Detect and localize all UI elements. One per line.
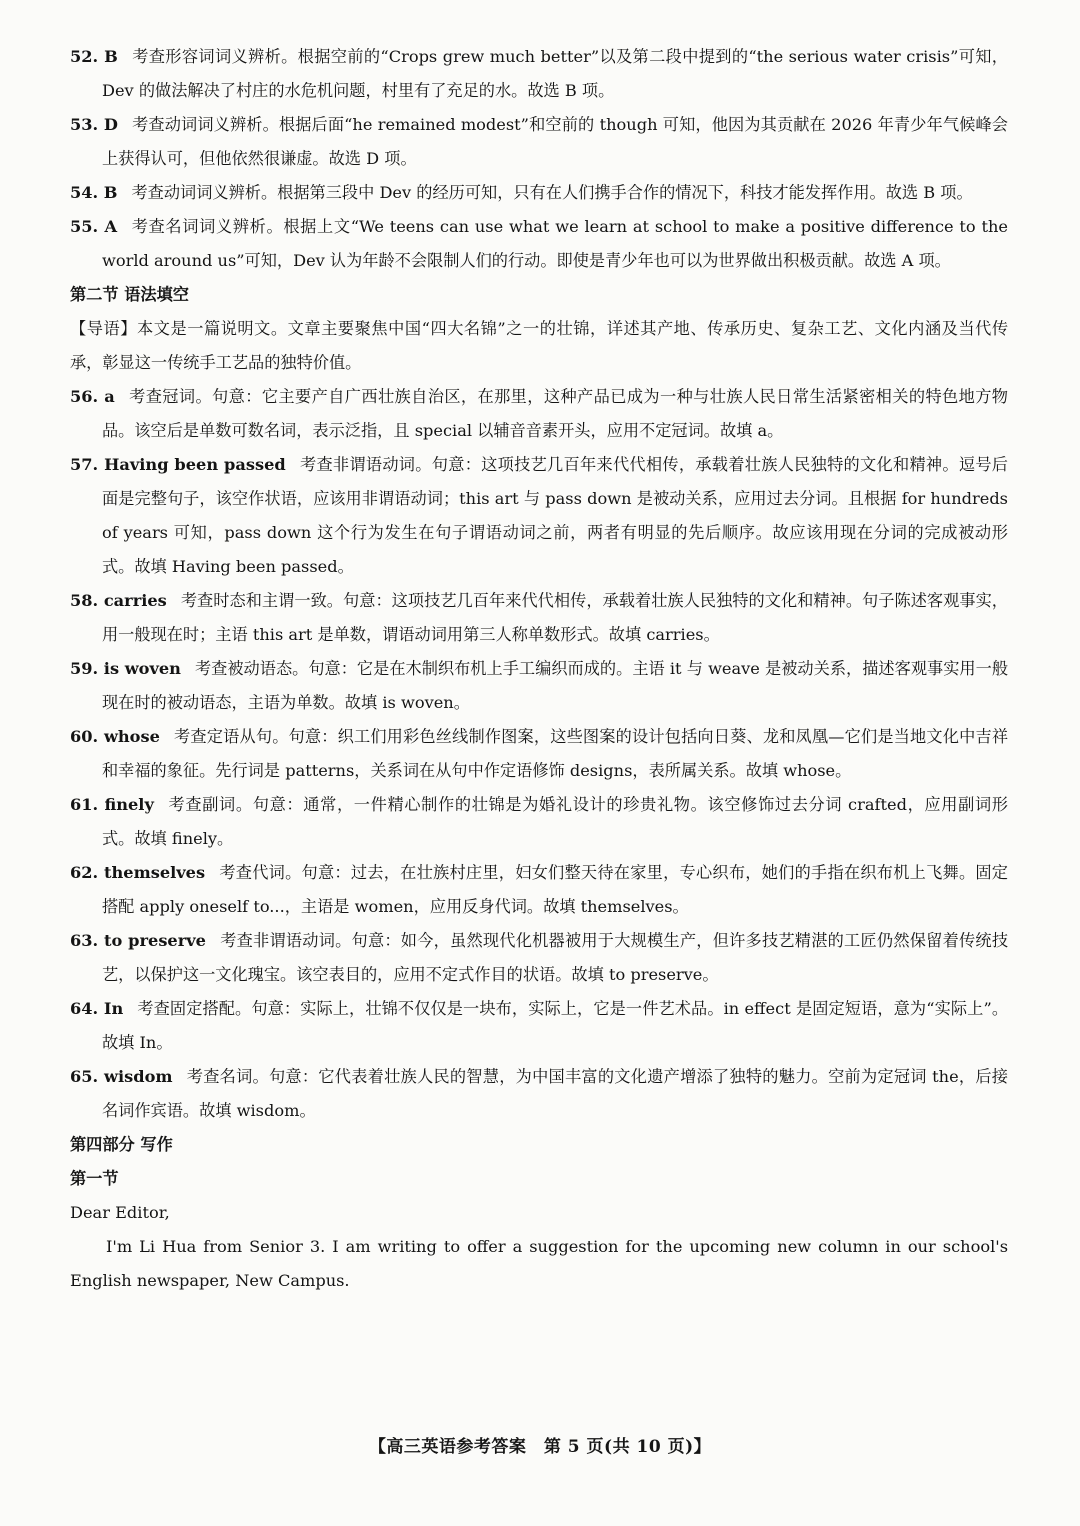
guide-paragraph: 【导语】本文是一篇说明文。文章主要聚焦中国“四大名锦”之一的壮锦，详述其产地、传承历史、复杂工艺、文化内涵及当代传承，彰显这一传统手工艺品的独特价值。	[70, 319, 1008, 372]
answer-number: 60. whose	[70, 727, 160, 746]
answer-explanation: 考查副词。句意：通常，一件精心制作的壮锦是为婚礼设计的珍贵礼物。该空修饰过去分词 crafted，应用副词形式。故填 finely。	[102, 795, 1008, 848]
section-1-title: 第一节	[70, 1169, 119, 1188]
page-footer: 【高三英语参考答案 第 5 页(共 10 页)】	[368, 1437, 712, 1457]
answer-number: 57. Having been passed	[70, 455, 286, 474]
answer-item-63	[70, 924, 1008, 992]
answer-item-59	[70, 652, 1008, 720]
answer-item-52	[70, 40, 1008, 108]
answer-explanation: 考查冠词。句意：它主要产自广西壮族自治区，在那里，这种产品已成为一种与壮族人民日常生活紧密相关的特色地方物品。该空后是单数可数名词，表示泛指，且 special 以辅音音素开头，应用不定冠词。故填 a。	[102, 387, 1008, 440]
answer-explanation: 考查动词词义辨析。根据第三段中 Dev 的经历可知，只有在人们携手合作的情况下，科技才能发挥作用。故选 B 项。	[131, 183, 973, 202]
part-4-title: 第四部分 写作	[70, 1135, 173, 1154]
answer-number: 61. finely	[70, 795, 154, 814]
answer-item-56	[70, 380, 1008, 448]
answer-explanation: 考查名词词义辨析。根据上文“We teens can use what we learn at school to make a positive difference to the world around us”可知，Dev 认为年龄不会限制人们的行动。即使是青少年也可以为世界做出积极贡献。故选 A 项。	[102, 217, 1008, 270]
answer-number: 56. a	[70, 387, 115, 406]
answer-explanation: 考查代词。句意：过去，在壮族村庄里，妇女们整天待在家里，专心织布，她们的手指在织布机上飞舞。固定搭配 apply oneself to...，主语是 women，应用反身代词。故填 themselves。	[102, 863, 1008, 916]
answer-explanation: 考查形容词词义辨析。根据空前的“Crops grew much better”以及第二段中提到的“the serious water crisis”可知，Dev 的做法解决了村庄的水危机问题，村里有了充足的水。故选 B 项。	[102, 47, 1008, 100]
answer-item-57	[70, 448, 1008, 584]
answer-number: 52. B	[70, 47, 118, 66]
answer-explanation: 考查固定搭配。句意：实际上，壮锦不仅仅是一块布，实际上，它是一件艺术品。in effect 是固定短语，意为“实际上”。故填 In。	[102, 999, 1009, 1052]
answer-number: 53. D	[70, 115, 118, 134]
answer-explanation: 考查非谓语动词。句意：如今，虽然现代化机器被用于大规模生产，但许多技艺精湛的工匠仍然保留着传统技艺，以保护这一文化瑰宝。该空表目的，应用不定式作目的状语。故填 to preserve。	[102, 931, 1009, 984]
answer-explanation: 考查被动语态。句意：它是在木制织布机上手工编织而成的。主语 it 与 weave 是被动关系，描述客观事实用一般现在时的被动语态，主语为单数。故填 is woven。	[102, 659, 1009, 712]
answer-item-64	[70, 992, 1008, 1060]
answer-number: 64. In	[70, 999, 124, 1018]
answer-number: 62. themselves	[70, 863, 206, 882]
answer-item-65	[70, 1060, 1008, 1128]
letter-body: I'm Li Hua from Senior 3. I am writing to offer a suggestion for the upcoming new column in our school's English newspaper, New Campus.	[70, 1237, 1008, 1290]
answer-item-62	[70, 856, 1008, 924]
answer-explanation: 考查非谓语动词。句意：这项技艺几百年来代代相传，承载着壮族人民独特的文化和精神。逗号后面是完整句子，该空作状语，应该用非谓语动词；this art 与 pass down 是被动关系，应用过去分词。且根据 for hundreds of years 可知，pass down 这个行为发生在句子谓语动词之前，两者有明显的先后顺序。故应该用现在分词的完成被动形式。故填 Having been passed。	[102, 455, 1008, 576]
answer-number: 59. is woven	[70, 659, 181, 678]
answer-item-58	[70, 584, 1008, 652]
answer-number: 54. B	[70, 183, 118, 202]
answer-explanation: 考查时态和主谓一致。句意：这项技艺几百年来代代相传，承载着壮族人民独特的文化和精神。句子陈述客观事实，用一般现在时；主语 this art 是单数，谓语动词用第三人称单数形式。故填 carries。	[102, 591, 1008, 644]
answer-item-55	[70, 210, 1008, 278]
answer-explanation: 考查名词。句意：它代表着壮族人民的智慧，为中国丰富的文化遗产增添了独特的魅力。空前为定冠词 the，后接名词作宾语。故填 wisdom。	[102, 1067, 1008, 1120]
answer-number: 63. to preserve	[70, 931, 206, 950]
answer-number: 58. carries	[70, 591, 167, 610]
answer-number: 55. A	[70, 217, 118, 236]
answer-explanation: 考查定语从句。句意：织工们用彩色丝线制作图案，这些图案的设计包括向日葵、龙和凤凰—它们是当地文化中吉祥和幸福的象征。先行词是 patterns，关系词在从句中作定语修饰 designs，表所属关系。故填 whose。	[102, 727, 1009, 780]
answer-item-60	[70, 720, 1008, 788]
answer-explanation: 考查动词词义辨析。根据后面“he remained modest”和空前的 though 可知，他因为其贡献在 2026 年青少年气候峰会上获得认可，但他依然很谦虚。故选 D 项。	[102, 115, 1008, 168]
answer-item-53	[70, 108, 1008, 176]
answer-item-61	[70, 788, 1008, 856]
answer-item-54	[70, 176, 1008, 210]
section-2-title: 第二节 语法填空	[70, 285, 189, 304]
answer-number: 65. wisdom	[70, 1067, 173, 1086]
letter-salutation: Dear Editor,	[70, 1203, 170, 1222]
answer-content	[70, 40, 1008, 1298]
